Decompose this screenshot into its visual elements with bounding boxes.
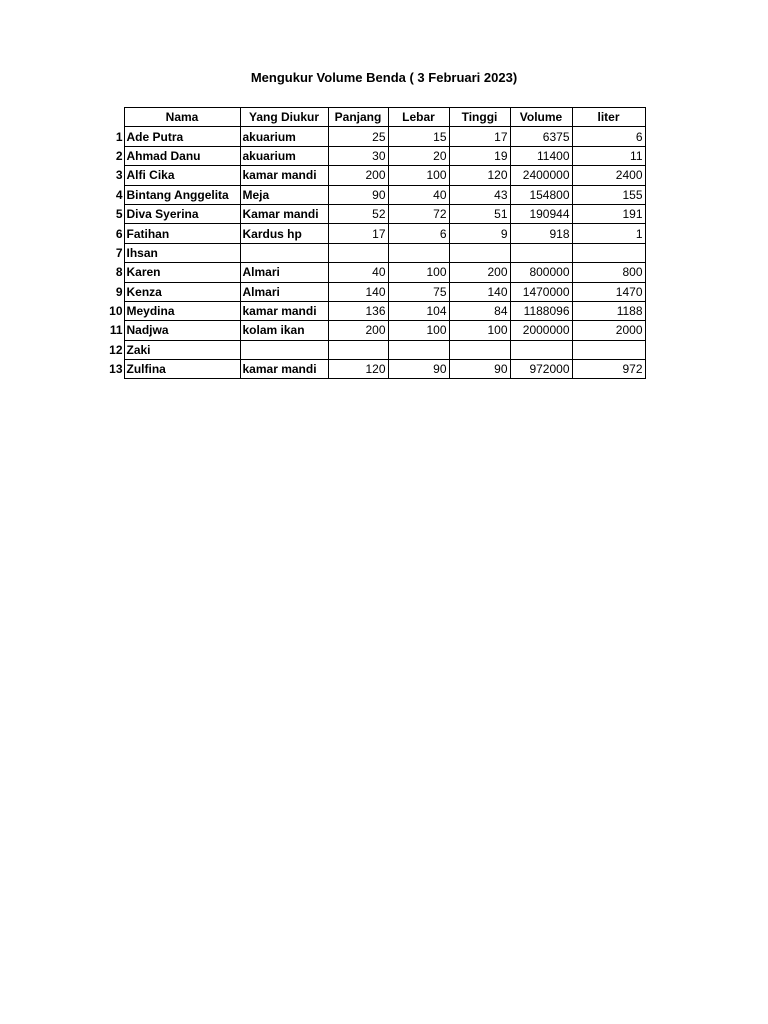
cell-panjang: 17 <box>328 224 388 243</box>
cell-yang-diukur: akuarium <box>240 146 328 165</box>
cell-panjang <box>328 243 388 262</box>
table-row <box>100 340 645 359</box>
cell-panjang: 90 <box>328 185 388 204</box>
table-row <box>100 243 645 262</box>
cell-volume: 6375 <box>510 127 572 146</box>
cell-lebar: 75 <box>388 282 449 301</box>
cell-tinggi: 9 <box>449 224 510 243</box>
cell-panjang: 200 <box>328 166 388 185</box>
cell-liter <box>572 340 645 359</box>
cell-yang-diukur: kamar mandi <box>240 301 328 320</box>
page-title: Mengukur Volume Benda ( 3 Februari 2023) <box>250 70 518 85</box>
table-row <box>100 263 645 282</box>
row-number: 2 <box>115 148 123 163</box>
row-number: 13 <box>109 362 123 377</box>
cell-volume: 1188096 <box>510 301 572 320</box>
table-body <box>100 127 645 379</box>
cell-yang-diukur: kolam ikan <box>240 321 328 340</box>
table-row <box>100 282 645 301</box>
cell-liter: 800 <box>572 263 645 282</box>
row-number: 8 <box>115 265 123 280</box>
cell-yang-diukur: Kamar mandi <box>240 204 328 223</box>
table-row <box>100 146 645 165</box>
header-panjang: Panjang <box>328 108 388 127</box>
cell-lebar: 6 <box>388 224 449 243</box>
cell-tinggi: 84 <box>449 301 510 320</box>
row-number-header <box>100 108 124 127</box>
cell-tinggi <box>449 340 510 359</box>
cell-nama: Ade Putra <box>124 127 240 146</box>
cell-volume: 154800 <box>510 185 572 204</box>
cell-nama: Meydina <box>124 301 240 320</box>
header-tinggi: Tinggi <box>449 108 510 127</box>
table-row <box>100 127 645 146</box>
cell-volume: 11400 <box>510 146 572 165</box>
cell-panjang <box>328 340 388 359</box>
table-row <box>100 204 645 223</box>
cell-volume: 918 <box>510 224 572 243</box>
cell-tinggi: 43 <box>449 185 510 204</box>
cell-tinggi: 200 <box>449 263 510 282</box>
cell-panjang: 40 <box>328 263 388 282</box>
table-row <box>100 321 645 340</box>
cell-nama: Kenza <box>124 282 240 301</box>
row-number: 12 <box>109 342 123 357</box>
cell-nama: Alfi Cika <box>124 166 240 185</box>
cell-tinggi: 140 <box>449 282 510 301</box>
volume-table <box>100 107 646 379</box>
cell-panjang: 52 <box>328 204 388 223</box>
table-row <box>100 166 645 185</box>
cell-lebar: 104 <box>388 301 449 320</box>
table-row <box>100 185 645 204</box>
cell-volume: 1470000 <box>510 282 572 301</box>
cell-volume: 800000 <box>510 263 572 282</box>
cell-lebar <box>388 340 449 359</box>
row-number: 6 <box>115 226 123 241</box>
cell-tinggi: 90 <box>449 360 510 379</box>
cell-liter <box>572 243 645 262</box>
cell-lebar: 100 <box>388 166 449 185</box>
cell-tinggi: 120 <box>449 166 510 185</box>
row-number: 3 <box>115 168 123 183</box>
cell-liter: 11 <box>572 146 645 165</box>
cell-liter: 1188 <box>572 301 645 320</box>
cell-lebar: 40 <box>388 185 449 204</box>
cell-lebar: 72 <box>388 204 449 223</box>
cell-liter: 6 <box>572 127 645 146</box>
table-container <box>100 107 646 379</box>
cell-nama: Fatihan <box>124 224 240 243</box>
cell-nama: Zulfina <box>124 360 240 379</box>
cell-yang-diukur: Almari <box>240 263 328 282</box>
cell-liter: 1470 <box>572 282 645 301</box>
cell-yang-diukur: kamar mandi <box>240 360 328 379</box>
cell-nama: Zaki <box>124 340 240 359</box>
cell-liter: 2400 <box>572 166 645 185</box>
header-liter: liter <box>572 108 645 127</box>
cell-lebar: 20 <box>388 146 449 165</box>
cell-panjang: 30 <box>328 146 388 165</box>
cell-yang-diukur: akuarium <box>240 127 328 146</box>
row-number: 10 <box>109 304 123 319</box>
cell-panjang: 200 <box>328 321 388 340</box>
cell-liter: 972 <box>572 360 645 379</box>
cell-liter: 191 <box>572 204 645 223</box>
header-volume: Volume <box>510 108 572 127</box>
cell-nama: Diva Syerina <box>124 204 240 223</box>
cell-nama: Bintang Anggelita <box>124 185 240 204</box>
table-row <box>100 360 645 379</box>
header-nama: Nama <box>124 108 240 127</box>
cell-panjang: 136 <box>328 301 388 320</box>
cell-volume <box>510 243 572 262</box>
cell-lebar: 90 <box>388 360 449 379</box>
cell-nama: Ahmad Danu <box>124 146 240 165</box>
cell-yang-diukur <box>240 243 328 262</box>
cell-volume: 2400000 <box>510 166 572 185</box>
cell-panjang: 140 <box>328 282 388 301</box>
cell-yang-diukur: Almari <box>240 282 328 301</box>
cell-nama: Karen <box>124 263 240 282</box>
cell-yang-diukur: kamar mandi <box>240 166 328 185</box>
cell-lebar: 100 <box>388 263 449 282</box>
row-number: 1 <box>115 129 123 144</box>
cell-tinggi: 17 <box>449 127 510 146</box>
cell-lebar <box>388 243 449 262</box>
table-row <box>100 301 645 320</box>
row-number: 11 <box>109 323 123 338</box>
cell-panjang: 120 <box>328 360 388 379</box>
row-number: 4 <box>115 187 123 202</box>
cell-liter: 155 <box>572 185 645 204</box>
table-header-row <box>100 108 645 127</box>
table-row <box>100 224 645 243</box>
cell-panjang: 25 <box>328 127 388 146</box>
row-number: 9 <box>115 284 123 299</box>
row-number: 5 <box>115 207 123 222</box>
header-lebar: Lebar <box>388 108 449 127</box>
cell-tinggi <box>449 243 510 262</box>
cell-liter: 2000 <box>572 321 645 340</box>
header-yang-diukur: Yang Diukur <box>240 108 328 127</box>
cell-volume: 2000000 <box>510 321 572 340</box>
cell-yang-diukur: Kardus hp <box>240 224 328 243</box>
cell-yang-diukur <box>240 340 328 359</box>
cell-tinggi: 51 <box>449 204 510 223</box>
cell-nama: Ihsan <box>124 243 240 262</box>
cell-yang-diukur: Meja <box>240 185 328 204</box>
cell-nama: Nadjwa <box>124 321 240 340</box>
row-number: 7 <box>115 245 123 260</box>
cell-volume: 190944 <box>510 204 572 223</box>
cell-tinggi: 100 <box>449 321 510 340</box>
cell-volume <box>510 340 572 359</box>
cell-lebar: 15 <box>388 127 449 146</box>
cell-liter: 1 <box>572 224 645 243</box>
cell-tinggi: 19 <box>449 146 510 165</box>
cell-lebar: 100 <box>388 321 449 340</box>
cell-volume: 972000 <box>510 360 572 379</box>
